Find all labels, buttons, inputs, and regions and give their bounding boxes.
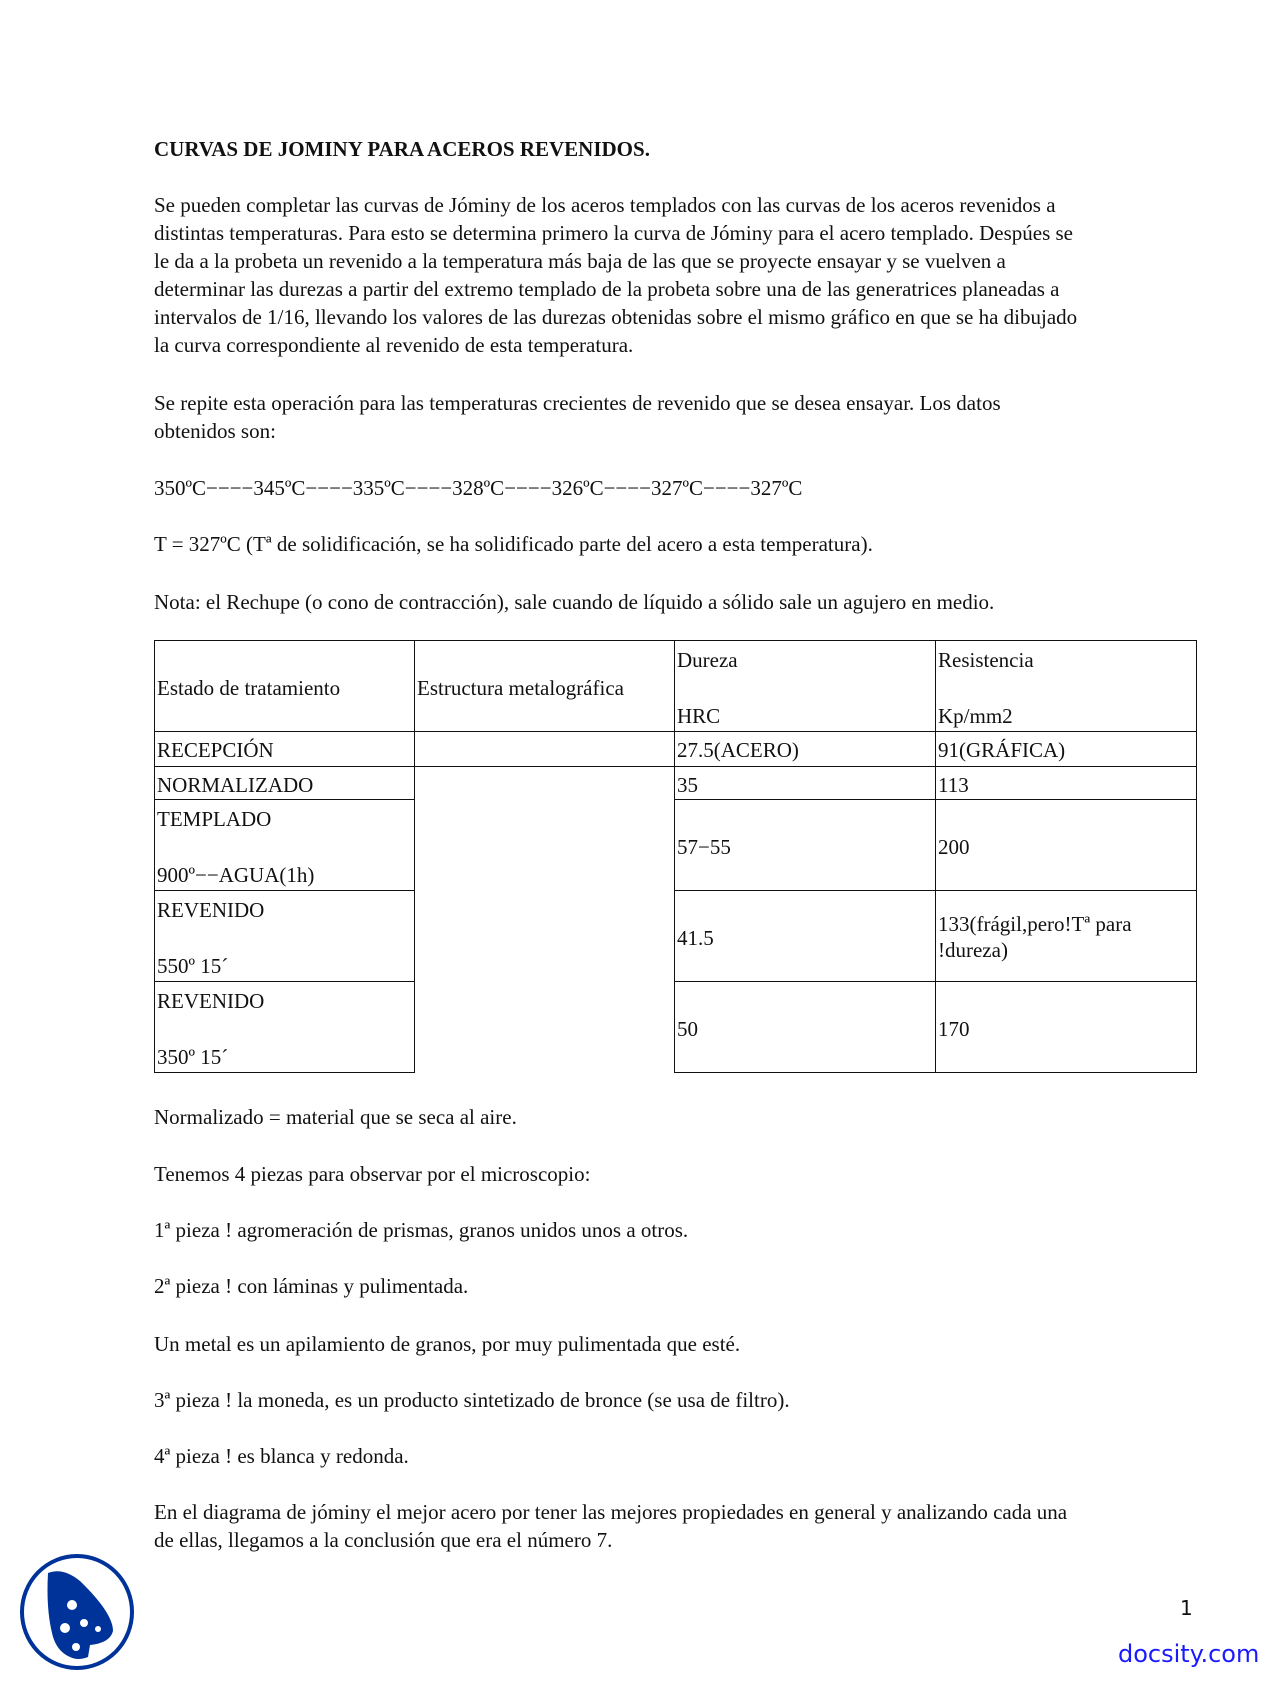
cell-estado: RECEPCIÓN [157,738,274,762]
divider [154,981,415,982]
cell-resistencia: 113 [938,773,969,797]
text-line: Se pueden completar las curvas de Jóminy de los aceros templados con las curvas de los aceros revenidos a [154,193,1056,217]
text-line: Normalizado = material que se seca al aire. [154,1105,517,1129]
page-number: 1 [1180,1596,1193,1620]
header-estado: Estado de tratamiento [157,676,341,700]
cell-estado-detail: 900º−−AGUA(1h) [157,863,315,887]
paragraph-intro [154,191,1204,359]
temperature-sequence: 350ºC−−−−345ºC−−−−335ºC−−−−328ºC−−−−326ºC−−−−327ºC−−−−327ºC [154,476,803,500]
cell-resistencia-cont: !dureza) [938,938,1008,962]
cell-dureza: 41.5 [677,926,714,950]
text-line: Tenemos 4 piezas para observar por el microscopio: [154,1162,591,1186]
text-line: determinar las durezas a partir del extremo templado de la probeta sobre una de las generatrices planeadas a [154,277,1060,301]
paragraph-conclusion [154,1498,1204,1554]
cell-estado-detail: 350º 15´ [157,1045,229,1069]
cell-resistencia: 133(frágil,pero!Tª para [938,912,1132,936]
cell-estado: NORMALIZADO [157,773,314,797]
cell-resistencia: 200 [938,835,970,859]
header-dureza-unit: HRC [677,704,721,728]
divider [154,799,415,800]
text-line: intervalos de 1/16, llevando los valores de las durezas obtenidas sobre el mismo gráfico en que se ha dibujado [154,305,1078,329]
cell-estado-detail: 550º 15´ [157,954,229,978]
text-line: 4ª pieza ! es blanca y redonda. [154,1444,409,1468]
docsity-logo-icon [18,1553,136,1677]
text-line: Se repite esta operación para las temperaturas crecientes de revenido que se desea ensayar. Los datos [154,391,1001,415]
divider [674,799,1197,800]
text-line: distintas temperaturas. Para esto se determina primero la curva de Jóminy para el acero templado. Despúes se [154,221,1074,245]
cell-dureza: 27.5(ACERO) [677,738,799,762]
text-line: obtenidos son: [154,419,276,443]
text-line: 2ª pieza ! con láminas y pulimentada. [154,1274,469,1298]
text-line: 1ª pieza ! agromeración de prismas, granos unidos unos a otros. [154,1218,689,1242]
divider [674,981,1197,982]
cell-estado: TEMPLADO [157,807,272,831]
document-title: CURVAS DE JOMINY PARA ACEROS REVENIDOS. [154,137,650,161]
text-line: le da a la probeta un revenido a la temperatura más baja de las que se proyecte ensayar y se vuelven a [154,249,1006,273]
cell-estado: REVENIDO [157,898,265,922]
paragraph-repeat [154,389,1204,445]
header-dureza: Dureza [677,648,738,672]
header-resistencia-unit: Kp/mm2 [938,704,1013,728]
solidification-note: T = 327ºC (Tª de solidificación, se ha solidificado parte del acero a esta temperatura). [154,532,873,556]
rechupe-note: Nota: el Rechupe (o cono de contracción), sale cuando de líquido a sólido sale un agujero en medio. [154,590,995,614]
text-line: de ellas, llegamos a la conclusión que era el número 7. [154,1528,613,1552]
cell-resistencia: 170 [938,1017,970,1041]
divider [674,890,1197,891]
text-line: 3ª pieza ! la moneda, es un producto sintetizado de bronce (se usa de filtro). [154,1388,790,1412]
header-estructura: Estructura metalográfica [417,676,624,700]
cell-estado: REVENIDO [157,989,265,1013]
text-line: Un metal es un apilamiento de granos, por muy pulimentada que esté. [154,1332,741,1356]
divider [414,640,415,767]
divider [154,890,415,891]
header-resistencia: Resistencia [938,648,1034,672]
text-line: En el diagrama de jóminy el mejor acero por tener las mejores propiedades en general y analizando cada una [154,1500,1068,1524]
cell-dureza: 35 [677,773,698,797]
cell-resistencia: 91(GRÁFICA) [938,738,1066,762]
divider [935,640,936,1073]
docsity-watermark[interactable]: docsity.com [1118,1640,1260,1668]
cell-dureza: 50 [677,1017,698,1041]
text-line: la curva correspondiente al revenido de esta temperatura. [154,333,634,357]
cell-dureza: 57−55 [677,835,731,859]
